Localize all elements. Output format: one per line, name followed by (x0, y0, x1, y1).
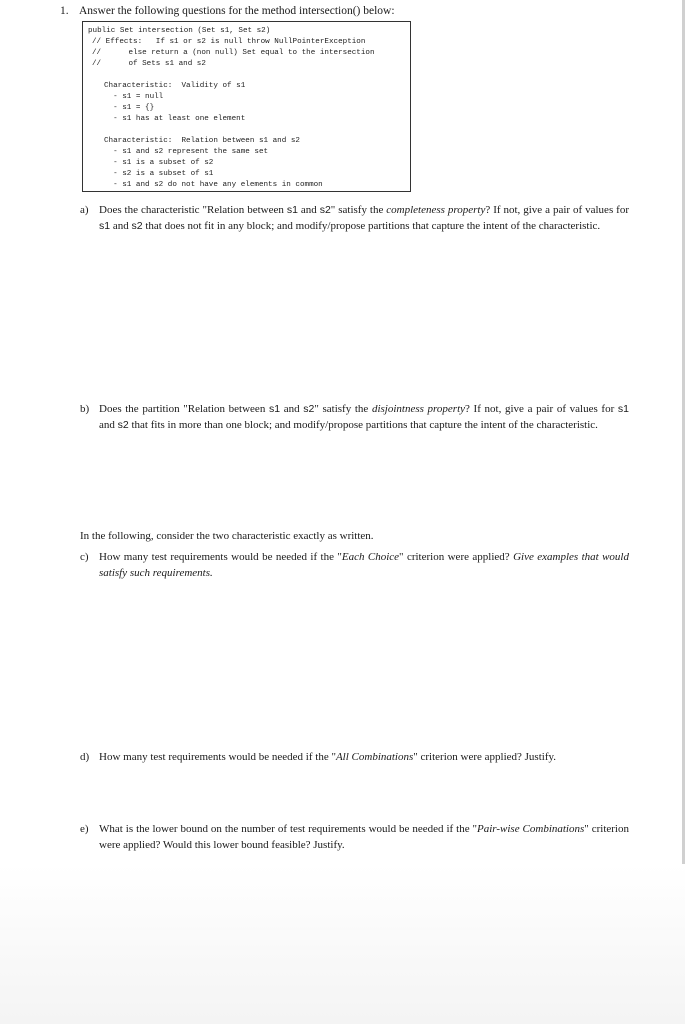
code-line-effects-3: // of Sets s1 and s2 (92, 60, 206, 68)
following-note: In the following, consider the two characteristic exactly as written. (80, 530, 374, 542)
relation-block-same: - s1 and s2 represent the same set (104, 148, 269, 156)
validity-block-null: - s1 = null (104, 93, 164, 101)
part-e-text: What is the lower bound on the number of test requirements would be needed if the "Pair-wise Combinations" criterion were applied? Would this lower bound feasible? Justify. (99, 823, 629, 851)
question-number: 1. (60, 5, 69, 17)
part-d-label: d) (80, 751, 90, 763)
validity-block-nonempty: - s1 has at least one element (104, 115, 246, 123)
code-line-effects-2: // else return a (non null) Set equal to the intersection (92, 49, 375, 57)
relation-block-s1-subset: - s1 is a subset of s2 (104, 159, 214, 167)
page-bottom-shade (0, 864, 685, 1024)
part-d-text: How many test requirements would be needed if the "All Combinations" criterion were applied? Justify. (99, 751, 557, 763)
question-text: Answer the following questions for the method intersection() below: (79, 5, 395, 17)
disjointness-term: disjointness property (371, 403, 466, 415)
completeness-term: completeness property (386, 204, 486, 216)
part-e-label: e) (80, 823, 89, 835)
code-box (82, 21, 411, 192)
relation-block-s2-subset: - s2 is a subset of s1 (104, 170, 214, 178)
part-a-text: Does the characteristic "Relation between s1 and s2" satisfy the completeness property? If not, give a pair of values for s1 and s2 that does not fit in any block; and modify/propose partitions that capture the intent of the characteristic. (99, 204, 629, 232)
characteristic-relation-title: Characteristic: Relation between s1 and s2 (104, 137, 300, 145)
part-c-text: How many test requirements would be needed if the "Each Choice" criterion were applied? Give examples that would satisfy such requirements. (99, 551, 629, 579)
code-line-signature: public Set intersection (Set s1, Set s2) (88, 27, 271, 35)
part-b-text: Does the partition "Relation between s1 and s2" satisfy the disjointness property? If not, give a pair of values for s1 and s2 that fits in more than one block; and modify/propose partitions that capture the intent of the characteristic. (99, 403, 629, 431)
validity-block-empty: - s1 = {} (104, 104, 155, 112)
part-c-label: c) (80, 551, 89, 563)
code-line-effects: // Effects: If s1 or s2 is null throw NullPointerException (92, 38, 366, 46)
characteristic-validity-title: Characteristic: Validity of s1 (104, 82, 246, 90)
relation-block-disjoint: - s1 and s2 do not have any elements in common (104, 181, 323, 189)
part-b-label: b) (80, 403, 90, 415)
part-a-label: a) (80, 204, 89, 216)
